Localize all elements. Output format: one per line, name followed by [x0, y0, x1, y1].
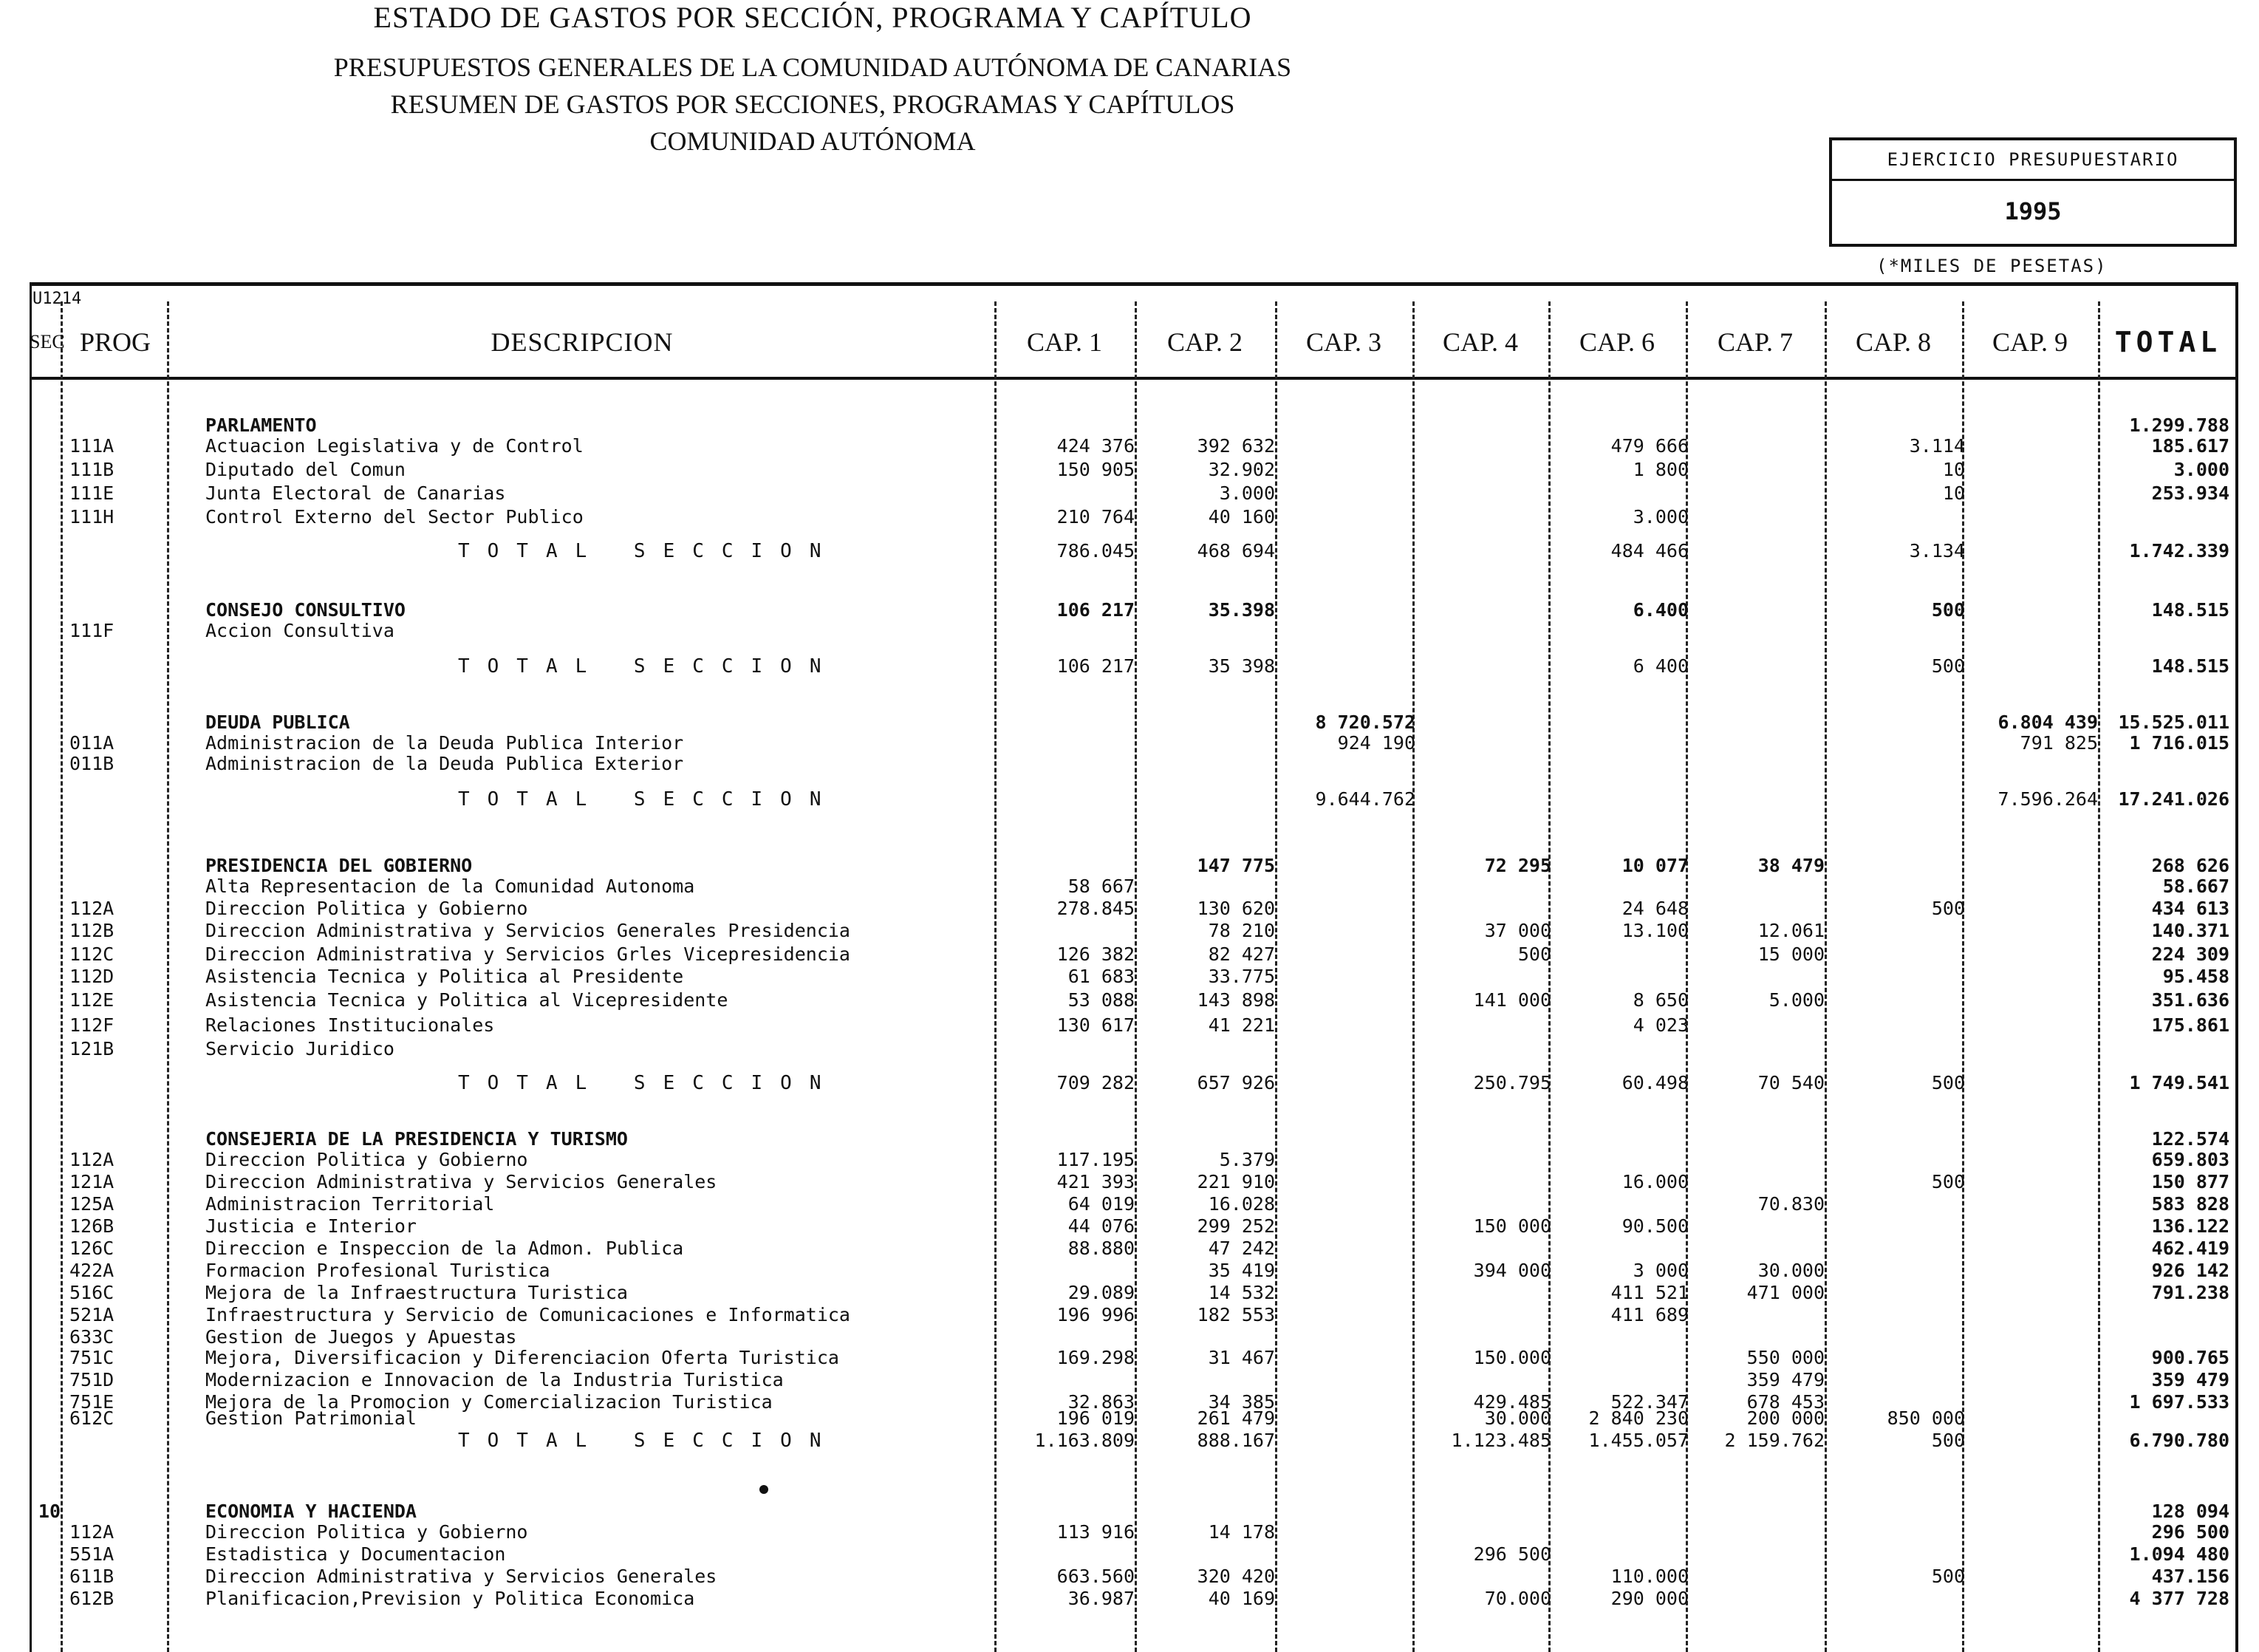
cell-total: 268 626 — [2151, 855, 2229, 876]
cell-cap1: 150 905 — [1056, 459, 1135, 480]
row-description: Alta Representacion de la Comunidad Autonoma — [205, 876, 695, 897]
row-description: CONSEJO CONSULTIVO — [205, 599, 406, 621]
row-prog-code: 112A — [69, 1521, 115, 1543]
row-prog-code: 521A — [69, 1304, 115, 1325]
cell-total: 437.156 — [2151, 1566, 2229, 1587]
cell-cap1: 709 282 — [1056, 1072, 1135, 1093]
row-prog-code: 011B — [69, 753, 115, 774]
row-description: Modernizacion e Innovacion de la Industria Turistica — [205, 1369, 784, 1390]
row-prog-code: 633C — [69, 1326, 115, 1348]
row-prog-code: 111F — [69, 620, 115, 641]
cell-total: 296 500 — [2151, 1521, 2229, 1543]
cell-cap3: 924 190 — [1337, 732, 1415, 754]
col-header-prog: PROG — [79, 327, 151, 357]
row-description: Control Externo del Sector Publico — [205, 506, 584, 528]
table-row — [0, 752, 2259, 776]
cell-cap8: 850 000 — [1887, 1407, 1965, 1429]
ink-dot — [759, 1485, 768, 1494]
row-prog-code: 112F — [69, 1014, 115, 1036]
cell-cap8: 3.134 — [1909, 540, 1965, 562]
cell-cap6: 8 650 — [1633, 989, 1689, 1011]
row-prog-code: 422A — [69, 1260, 115, 1281]
cell-cap6: 2 840 230 — [1588, 1407, 1689, 1429]
cell-total: 1 716.015 — [2129, 732, 2229, 754]
cell-cap1: 29.089 — [1067, 1282, 1135, 1303]
cell-total: 1.299.788 — [2129, 414, 2229, 436]
cell-cap1: 106 217 — [1056, 599, 1135, 621]
cell-cap6: 484 466 — [1610, 540, 1689, 562]
cell-cap9: 791 825 — [2020, 732, 2098, 754]
col-header-cap3: CAP. 3 — [1305, 327, 1382, 357]
row-description: Direccion Administrativa y Servicios Grles Vicepresidencia — [205, 943, 850, 965]
row-prog-code: 126B — [69, 1215, 115, 1237]
row-prog-code: 112C — [69, 943, 115, 965]
table-row — [0, 897, 2259, 921]
cell-cap2: 14 532 — [1208, 1282, 1275, 1303]
row-description: Direccion Administrativa y Servicios Generales — [205, 1566, 717, 1587]
cell-cap8: 10 — [1942, 459, 1965, 480]
row-description: Mejora, Diversificacion y Diferenciacion Oferta Turistica — [205, 1347, 839, 1368]
cell-cap1: 210 764 — [1056, 506, 1135, 528]
row-description: Infraestructura y Servicio de Comunicaciones e Informatica — [205, 1304, 850, 1325]
table-row — [0, 505, 2259, 529]
row-description: Administracion de la Deuda Publica Interior — [205, 732, 684, 754]
row-prog-code: 551A — [69, 1543, 115, 1565]
cell-total: 140.371 — [2151, 920, 2229, 941]
cell-total: 253.934 — [2151, 482, 2229, 504]
row-description: Gestion Patrimonial — [205, 1407, 417, 1429]
row-prog-code: 111A — [69, 435, 115, 457]
cell-cap1: 424 376 — [1056, 435, 1135, 457]
row-prog-code: 516C — [69, 1282, 115, 1303]
row-description: Direccion Administrativa y Servicios Generales — [205, 1171, 717, 1192]
cell-total: 1.094 480 — [2129, 1543, 2229, 1565]
row-description: Junta Electoral de Canarias — [205, 482, 506, 504]
cell-cap2: 320 420 — [1197, 1566, 1275, 1587]
cell-cap4: 250.795 — [1473, 1072, 1551, 1093]
col-header-cap2: CAP. 2 — [1166, 327, 1243, 357]
row-description: TOTAL SECCION — [458, 1430, 839, 1452]
table-row — [0, 434, 2259, 458]
cell-total: 900.765 — [2151, 1347, 2229, 1368]
total-row — [0, 539, 2259, 563]
cell-cap2: 182 553 — [1197, 1304, 1275, 1325]
cell-cap4: 296 500 — [1473, 1543, 1551, 1565]
row-description: Administracion de la Deuda Publica Exterior — [205, 753, 684, 774]
row-description: Justicia e Interior — [205, 1215, 417, 1237]
cell-cap2: 3.000 — [1219, 482, 1275, 504]
cell-cap6: 3.000 — [1633, 506, 1689, 528]
cell-total: 1.742.339 — [2129, 540, 2229, 562]
ejercicio-label: EJERCICIO PRESUPUESTARIO — [1832, 140, 2234, 181]
cell-cap6: 522.347 — [1610, 1391, 1689, 1413]
row-prog-code: 112E — [69, 989, 115, 1011]
cell-cap2: 14 178 — [1208, 1521, 1275, 1543]
col-header-cap9: CAP. 9 — [1992, 327, 2068, 357]
table-row — [0, 1346, 2259, 1370]
table-row — [0, 1259, 2259, 1283]
cell-cap1: 130 617 — [1056, 1014, 1135, 1036]
col-header-total: TOTAL — [2114, 326, 2222, 358]
cell-cap6: 6 400 — [1633, 655, 1689, 677]
row-description: TOTAL SECCION — [458, 540, 839, 562]
row-prog-code: 112A — [69, 898, 115, 919]
table-row — [0, 1587, 2259, 1611]
table-row — [0, 1520, 2259, 1544]
cell-cap4: 30.000 — [1484, 1407, 1551, 1429]
row-description: Formacion Profesional Turistica — [205, 1260, 550, 1281]
row-description: Estadistica y Documentacion — [205, 1543, 506, 1565]
cell-cap2: 47 242 — [1208, 1238, 1275, 1259]
cell-cap7: 70 540 — [1757, 1072, 1825, 1093]
cell-cap1: 786.045 — [1056, 540, 1135, 562]
col-header-descripcion: DESCRIPCION — [491, 327, 674, 357]
cell-cap8: 10 — [1942, 482, 1965, 504]
cell-cap2: 32.902 — [1208, 459, 1275, 480]
row-prog-code: 121A — [69, 1171, 115, 1192]
cell-cap6: 60.498 — [1621, 1072, 1689, 1093]
cell-cap1: 88.880 — [1067, 1238, 1135, 1259]
row-description: Mejora de la Promocion y Comercializacion Turistica — [205, 1391, 773, 1413]
total-row — [0, 788, 2259, 811]
col-header-cap7: CAP. 7 — [1717, 327, 1794, 357]
cell-cap7: 200 000 — [1746, 1407, 1825, 1429]
ejercicio-box — [1829, 137, 2237, 247]
row-prog-code: 111E — [69, 482, 115, 504]
cell-cap1: 44 076 — [1067, 1215, 1135, 1237]
row-prog-code: 612C — [69, 1407, 115, 1429]
cell-total: 791.238 — [2151, 1282, 2229, 1303]
row-description: Direccion Politica y Gobierno — [205, 898, 528, 919]
cell-cap2: 299 252 — [1197, 1215, 1275, 1237]
cell-cap1: 421 393 — [1056, 1171, 1135, 1192]
table-row — [0, 619, 2259, 643]
cell-total: 15.525.011 — [2118, 711, 2229, 733]
cell-total: 1 749.541 — [2129, 1072, 2229, 1093]
cell-cap2: 41 221 — [1208, 1014, 1275, 1036]
total-row — [0, 1429, 2259, 1453]
cell-cap7: 550 000 — [1746, 1347, 1825, 1368]
cell-total: 122.574 — [2151, 1128, 2229, 1150]
row-prog-code: 612B — [69, 1588, 115, 1609]
cell-cap2: 468 694 — [1197, 540, 1275, 562]
cell-cap1: 36.987 — [1067, 1588, 1135, 1609]
table-row — [0, 1407, 2259, 1430]
cell-cap4: 500 — [1517, 943, 1551, 965]
cell-cap4: 72 295 — [1484, 855, 1551, 876]
cell-total: 224 309 — [2151, 943, 2229, 965]
cell-cap6: 411 689 — [1610, 1304, 1689, 1325]
table-row — [0, 1014, 2259, 1037]
row-description: Gestion de Juegos y Apuestas — [205, 1326, 517, 1348]
row-description: Direccion Politica y Gobierno — [205, 1521, 528, 1543]
cell-cap2: 888.167 — [1197, 1430, 1275, 1451]
row-description: Direccion e Inspeccion de la Admon. Publica — [205, 1238, 684, 1259]
cell-cap2: 130 620 — [1197, 898, 1275, 919]
cell-total: 175.861 — [2151, 1014, 2229, 1036]
row-description: Direccion Politica y Gobierno — [205, 1149, 528, 1170]
cell-total: 150 877 — [2151, 1171, 2229, 1192]
cell-cap2: 35 398 — [1208, 655, 1275, 677]
cell-cap6: 10 077 — [1621, 855, 1689, 876]
cell-cap7: 70.830 — [1757, 1193, 1825, 1215]
cell-cap8: 500 — [1931, 1072, 1965, 1093]
row-prog-code: 121B — [69, 1038, 115, 1059]
col-header-cap4: CAP. 4 — [1442, 327, 1519, 357]
cell-total: 3.000 — [2173, 459, 2229, 480]
table-row — [0, 1368, 2259, 1392]
cell-cap7: 359 479 — [1746, 1369, 1825, 1390]
header-line-2: RESUMEN DE GASTOS POR SECCIONES, PROGRAMAS Y CAPÍTULOS — [390, 89, 1235, 119]
cell-cap1: 106 217 — [1056, 655, 1135, 677]
cell-cap6: 13.100 — [1621, 920, 1689, 941]
cell-cap4: 141 000 — [1473, 989, 1551, 1011]
cell-cap7: 38 479 — [1757, 855, 1825, 876]
cell-cap1: 113 916 — [1056, 1521, 1135, 1543]
cell-cap6: 90.500 — [1621, 1215, 1689, 1237]
cell-cap7: 30.000 — [1757, 1260, 1825, 1281]
row-description: Relaciones Institucionales — [205, 1014, 495, 1036]
cell-cap2: 657 926 — [1197, 1072, 1275, 1093]
cell-total: 58.667 — [2162, 876, 2229, 897]
cell-cap2: 40 169 — [1208, 1588, 1275, 1609]
cell-cap2: 147 775 — [1197, 855, 1275, 876]
row-prog-code: 751C — [69, 1347, 115, 1368]
cell-total: 351.636 — [2151, 989, 2229, 1011]
table-row — [0, 1303, 2259, 1327]
header-line-1: PRESUPUESTOS GENERALES DE LA COMUNIDAD AUTÓNOMA DE CANARIAS — [333, 52, 1292, 82]
cell-cap7: 2 159.762 — [1724, 1430, 1825, 1451]
document-code: U1214 — [33, 290, 82, 308]
cell-cap8: 500 — [1931, 599, 1965, 621]
table-row — [0, 1192, 2259, 1216]
cell-cap4: 429.485 — [1473, 1391, 1551, 1413]
cell-cap2: 34 385 — [1208, 1391, 1275, 1413]
row-prog-code: 126C — [69, 1238, 115, 1259]
cell-cap8: 500 — [1931, 1566, 1965, 1587]
cell-total: 434 613 — [2151, 898, 2229, 919]
cell-cap7: 12.061 — [1757, 920, 1825, 941]
row-description: PRESIDENCIA DEL GOBIERNO — [205, 855, 473, 876]
table-row — [0, 1170, 2259, 1194]
table-row — [0, 989, 2259, 1012]
cell-total: 583 828 — [2151, 1193, 2229, 1215]
row-description: Mejora de la Infraestructura Turistica — [205, 1282, 628, 1303]
cell-total: 359 479 — [2151, 1369, 2229, 1390]
cell-cap7: 15 000 — [1757, 943, 1825, 965]
cell-cap1: 196 996 — [1056, 1304, 1135, 1325]
cell-total: 1 697.533 — [2129, 1391, 2229, 1413]
row-description: ECONOMIA Y HACIENDA — [205, 1501, 417, 1522]
cell-cap2: 40 160 — [1208, 506, 1275, 528]
row-sec-code: 10 — [38, 1501, 61, 1522]
cell-cap1: 278.845 — [1056, 898, 1135, 919]
cell-cap4: 150 000 — [1473, 1215, 1551, 1237]
cell-cap2: 221 910 — [1197, 1171, 1275, 1192]
cell-cap4: 1.123.485 — [1451, 1430, 1551, 1451]
row-prog-code: 111B — [69, 459, 115, 480]
cell-cap6: 6.400 — [1633, 599, 1689, 621]
cell-cap1: 32.863 — [1067, 1391, 1135, 1413]
table-row — [0, 1281, 2259, 1305]
cell-cap1: 196 019 — [1056, 1407, 1135, 1429]
cell-cap8: 3.114 — [1909, 435, 1965, 457]
cell-cap1: 61 683 — [1067, 966, 1135, 987]
row-prog-code: 112A — [69, 1149, 115, 1170]
cell-total: 136.122 — [2151, 1215, 2229, 1237]
cell-cap8: 500 — [1931, 1430, 1965, 1451]
cell-cap8: 500 — [1931, 898, 1965, 919]
row-description: Actuacion Legislativa y de Control — [205, 435, 584, 457]
row-description: CONSEJERIA DE LA PRESIDENCIA Y TURISMO — [205, 1128, 628, 1150]
table-row — [0, 1215, 2259, 1238]
row-prog-code: 125A — [69, 1193, 115, 1215]
row-description: Diputado del Comun — [205, 459, 406, 480]
row-description: TOTAL SECCION — [458, 655, 839, 677]
cell-cap6: 16.000 — [1621, 1171, 1689, 1192]
col-header-sec: SEC — [30, 331, 65, 352]
cell-cap4: 70.000 — [1484, 1588, 1551, 1609]
cell-cap1: 126 382 — [1056, 943, 1135, 965]
cell-total: 17.241.026 — [2118, 788, 2229, 810]
cell-cap2: 35.398 — [1208, 599, 1275, 621]
cell-cap6: 1.455.057 — [1588, 1430, 1689, 1451]
cell-cap1: 53 088 — [1067, 989, 1135, 1011]
cell-cap2: 143 898 — [1197, 989, 1275, 1011]
cell-cap2: 31 467 — [1208, 1347, 1275, 1368]
table-row — [0, 1543, 2259, 1566]
cell-cap1: 64 019 — [1067, 1193, 1135, 1215]
cell-cap6: 3 000 — [1633, 1260, 1689, 1281]
row-description: TOTAL SECCION — [458, 788, 839, 810]
cell-cap1: 169.298 — [1056, 1347, 1135, 1368]
row-description: DEUDA PUBLICA — [205, 711, 350, 733]
document-title: ESTADO DE GASTOS POR SECCIÓN, PROGRAMA Y CAPÍTULO — [373, 1, 1252, 34]
cell-cap6: 411 521 — [1610, 1282, 1689, 1303]
table-row — [0, 458, 2259, 482]
header-divider — [30, 377, 2238, 380]
cell-cap8: 500 — [1931, 655, 1965, 677]
total-row — [0, 1071, 2259, 1095]
cell-cap9: 7.596.264 — [1997, 788, 2098, 810]
cell-total: 185.617 — [2151, 435, 2229, 457]
cell-cap1: 1.163.809 — [1034, 1430, 1135, 1451]
cell-cap6: 290 000 — [1610, 1588, 1689, 1609]
header-line-3: COMUNIDAD AUTÓNOMA — [649, 126, 976, 156]
cell-cap2: 392 632 — [1197, 435, 1275, 457]
cell-total: 6.790.780 — [2129, 1430, 2229, 1451]
cell-total: 95.458 — [2162, 966, 2229, 987]
units-note: (*MILES DE PESETAS) — [1876, 256, 2108, 276]
cell-cap3: 8 720.572 — [1315, 711, 1415, 733]
col-header-cap8: CAP. 8 — [1855, 327, 1932, 357]
table-row — [0, 1148, 2259, 1172]
table-row — [0, 1237, 2259, 1260]
row-prog-code: 011A — [69, 732, 115, 754]
cell-cap7: 678 453 — [1746, 1391, 1825, 1413]
row-prog-code: 611B — [69, 1566, 115, 1587]
cell-cap6: 1 800 — [1633, 459, 1689, 480]
cell-cap1: 663.560 — [1056, 1566, 1135, 1587]
cell-cap2: 82 427 — [1208, 943, 1275, 965]
row-description: Planificacion,Prevision y Politica Economica — [205, 1588, 695, 1609]
cell-cap4: 150.000 — [1473, 1347, 1551, 1368]
table-row — [0, 1037, 2259, 1061]
row-description: Asistencia Tecnica y Politica al Presidente — [205, 966, 684, 987]
cell-total: 148.515 — [2151, 599, 2229, 621]
table-row — [0, 943, 2259, 966]
table-row — [0, 1565, 2259, 1588]
cell-cap6: 479 666 — [1610, 435, 1689, 457]
cell-cap4: 394 000 — [1473, 1260, 1551, 1281]
row-prog-code: 751E — [69, 1391, 115, 1413]
cell-cap7: 471 000 — [1746, 1282, 1825, 1303]
cell-cap6: 4 023 — [1633, 1014, 1689, 1036]
cell-cap1: 58 667 — [1067, 876, 1135, 897]
table-row — [0, 919, 2259, 943]
col-header-cap6: CAP. 6 — [1579, 327, 1655, 357]
row-prog-code: 112D — [69, 966, 115, 987]
cell-total: 4 377 728 — [2129, 1588, 2229, 1609]
table-row — [0, 875, 2259, 898]
row-description: Asistencia Tecnica y Politica al Vicepresidente — [205, 989, 728, 1011]
row-description: Direccion Administrativa y Servicios Generales Presidencia — [205, 920, 850, 941]
cell-cap4: 37 000 — [1484, 920, 1551, 941]
row-description: Servicio Juridico — [205, 1038, 394, 1059]
cell-cap2: 35 419 — [1208, 1260, 1275, 1281]
cell-total: 659.803 — [2151, 1149, 2229, 1170]
row-description: TOTAL SECCION — [458, 1072, 839, 1094]
cell-cap7: 5.000 — [1768, 989, 1825, 1011]
cell-cap2: 16.028 — [1208, 1193, 1275, 1215]
row-description: Accion Consultiva — [205, 620, 394, 641]
cell-cap2: 261 479 — [1197, 1407, 1275, 1429]
row-prog-code: 111H — [69, 506, 115, 528]
col-header-cap1: CAP. 1 — [1026, 327, 1103, 357]
row-prog-code: 112B — [69, 920, 115, 941]
total-row — [0, 655, 2259, 678]
cell-cap2: 33.775 — [1208, 966, 1275, 987]
table-row — [0, 965, 2259, 989]
row-description: PARLAMENTO — [205, 414, 317, 436]
cell-cap9: 6.804 439 — [1997, 711, 2098, 733]
cell-total: 462.419 — [2151, 1238, 2229, 1259]
cell-cap6: 24 648 — [1621, 898, 1689, 919]
cell-cap3: 9.644.762 — [1315, 788, 1415, 810]
row-prog-code: 751D — [69, 1369, 115, 1390]
cell-cap2: 78 210 — [1208, 920, 1275, 941]
cell-cap8: 500 — [1931, 1171, 1965, 1192]
ejercicio-year: 1995 — [2004, 197, 2062, 225]
table-row — [0, 482, 2259, 505]
cell-total: 926 142 — [2151, 1260, 2229, 1281]
row-description: Administracion Territorial — [205, 1193, 495, 1215]
cell-cap2: 5.379 — [1219, 1149, 1275, 1170]
cell-total: 148.515 — [2151, 655, 2229, 677]
cell-total: 128 094 — [2151, 1501, 2229, 1522]
cell-cap6: 110.000 — [1610, 1566, 1689, 1587]
cell-cap1: 117.195 — [1056, 1149, 1135, 1170]
